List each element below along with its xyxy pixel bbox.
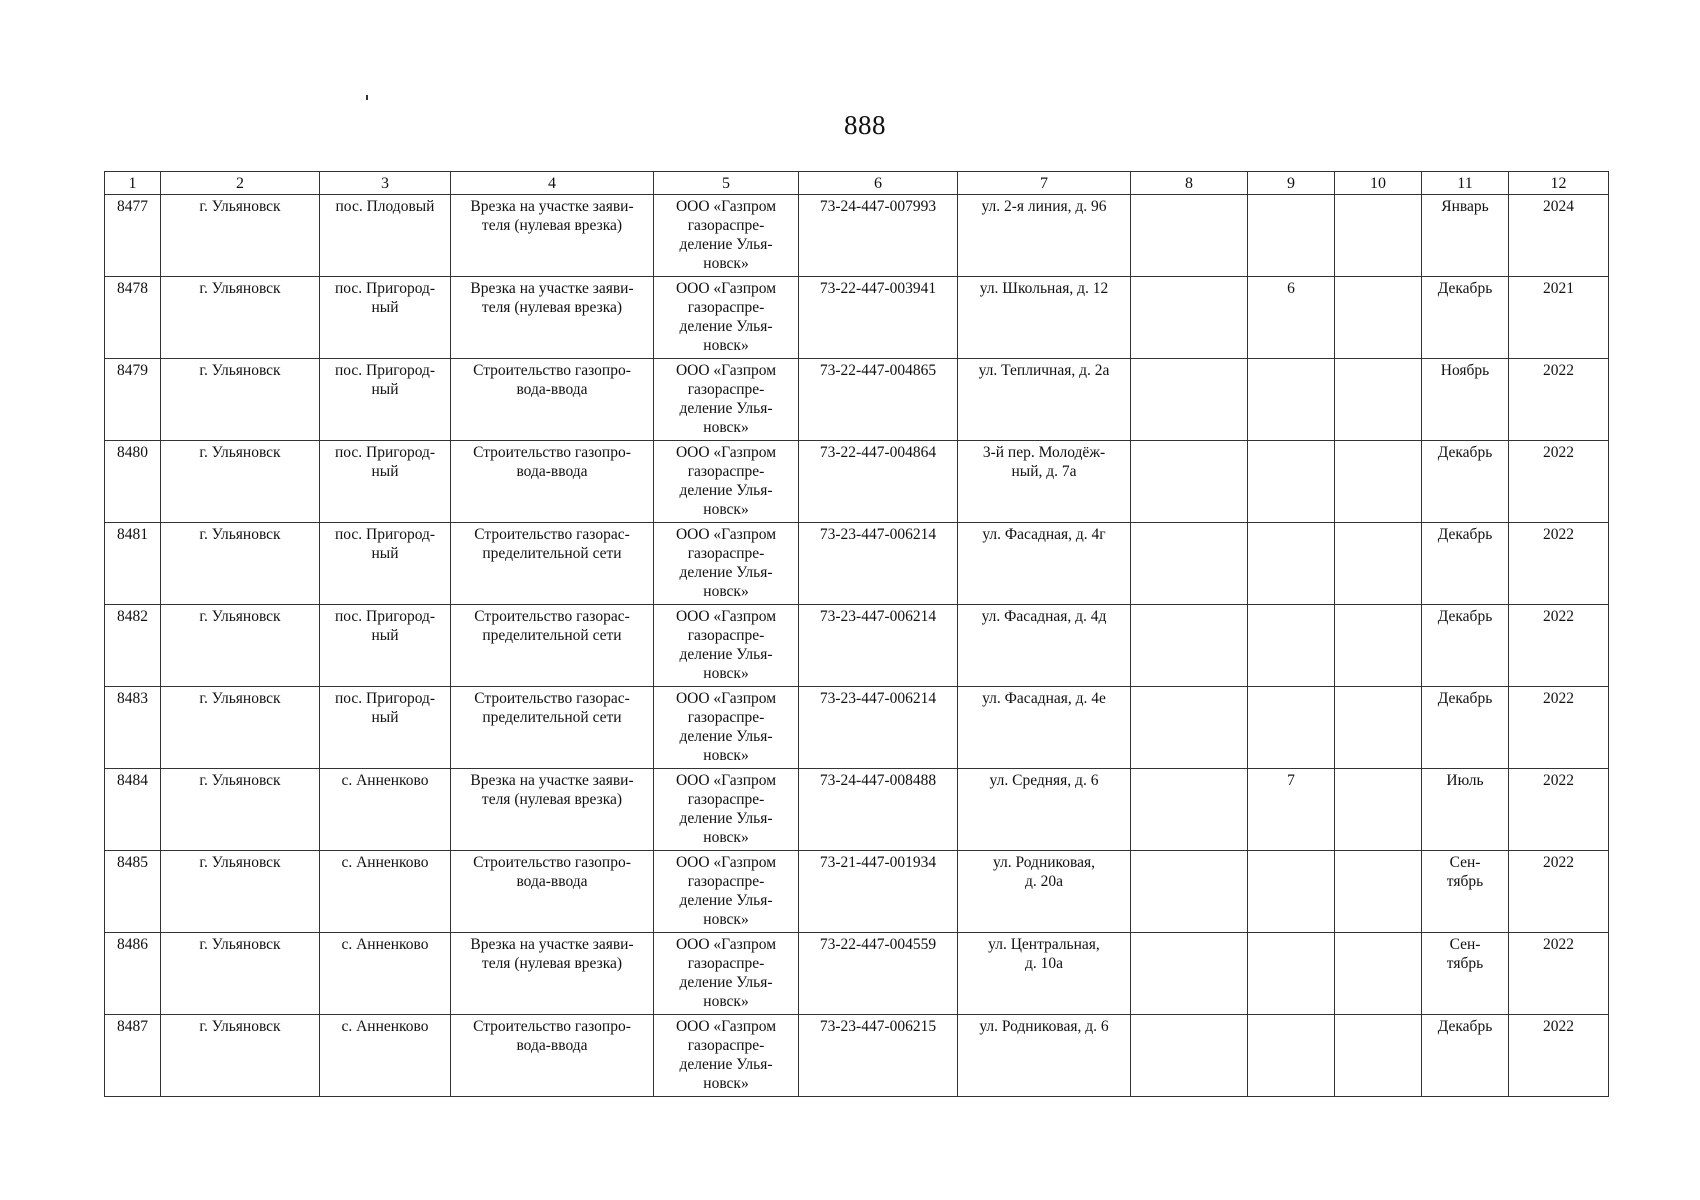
- address-cell: ул. Тепличная, д. 2а: [958, 359, 1131, 441]
- record-number-cell: 8483: [105, 687, 161, 769]
- month-cell: Декабрь: [1422, 523, 1509, 605]
- month-cell: Сен- тябрь: [1422, 933, 1509, 1015]
- work-type-cell: Строительство газорас- пределительной сети: [451, 605, 654, 687]
- month-cell: Январь: [1422, 195, 1509, 277]
- work-type-cell: Строительство газопро- вода-ввода: [451, 1015, 654, 1097]
- register-table: [104, 171, 1609, 1097]
- column-8-cell: [1131, 1015, 1248, 1097]
- application-number-cell: 73-24-447-007993: [799, 195, 958, 277]
- month-cell: Июль: [1422, 769, 1509, 851]
- organization-cell: ООО «Газпром газораспре- деление Улья- новск»: [654, 687, 799, 769]
- column-9-cell: [1248, 933, 1335, 1015]
- year-cell: 2022: [1509, 687, 1609, 769]
- table-row: [105, 1015, 1609, 1097]
- table-row: [105, 769, 1609, 851]
- table-row: [105, 523, 1609, 605]
- application-number-cell: 73-24-447-008488: [799, 769, 958, 851]
- month-cell: Декабрь: [1422, 605, 1509, 687]
- year-cell: 2022: [1509, 769, 1609, 851]
- settlement-cell: с. Анненково: [320, 851, 451, 933]
- city-cell: г. Ульяновск: [161, 933, 320, 1015]
- application-number-cell: 73-22-447-003941: [799, 277, 958, 359]
- column-9-cell: [1248, 851, 1335, 933]
- work-type-cell: Врезка на участке заяви- теля (нулевая врезка): [451, 195, 654, 277]
- work-type-cell: Врезка на участке заяви- теля (нулевая врезка): [451, 277, 654, 359]
- organization-cell: ООО «Газпром газораспре- деление Улья- новск»: [654, 933, 799, 1015]
- city-cell: г. Ульяновск: [161, 769, 320, 851]
- month-cell: Декабрь: [1422, 1015, 1509, 1097]
- city-cell: г. Ульяновск: [161, 1015, 320, 1097]
- year-cell: 2022: [1509, 523, 1609, 605]
- record-number-cell: 8485: [105, 851, 161, 933]
- work-type-cell: Строительство газопро- вода-ввода: [451, 851, 654, 933]
- column-8-cell: [1131, 195, 1248, 277]
- settlement-cell: пос. Пригород- ный: [320, 441, 451, 523]
- organization-cell: ООО «Газпром газораспре- деление Улья- новск»: [654, 441, 799, 523]
- column-8-cell: [1131, 359, 1248, 441]
- column-9-cell: [1248, 195, 1335, 277]
- month-cell: Ноябрь: [1422, 359, 1509, 441]
- column-9-cell: [1248, 687, 1335, 769]
- application-number-cell: 73-21-447-001934: [799, 851, 958, 933]
- organization-cell: ООО «Газпром газораспре- деление Улья- новск»: [654, 523, 799, 605]
- table-row: [105, 687, 1609, 769]
- address-cell: ул. Фасадная, д. 4е: [958, 687, 1131, 769]
- column-number: 10: [1335, 172, 1422, 195]
- year-cell: 2022: [1509, 851, 1609, 933]
- column-9-cell: [1248, 523, 1335, 605]
- address-cell: ул. Фасадная, д. 4д: [958, 605, 1131, 687]
- column-10-cell: [1335, 441, 1422, 523]
- address-cell: ул. Школьная, д. 12: [958, 277, 1131, 359]
- address-cell: ул. Средняя, д. 6: [958, 769, 1131, 851]
- settlement-cell: пос. Плодовый: [320, 195, 451, 277]
- column-number: 3: [320, 172, 451, 195]
- column-10-cell: [1335, 1015, 1422, 1097]
- column-number: 1: [105, 172, 161, 195]
- record-number-cell: 8484: [105, 769, 161, 851]
- record-number-cell: 8481: [105, 523, 161, 605]
- city-cell: г. Ульяновск: [161, 195, 320, 277]
- settlement-cell: пос. Пригород- ный: [320, 605, 451, 687]
- month-cell: Декабрь: [1422, 441, 1509, 523]
- column-number: 5: [654, 172, 799, 195]
- settlement-cell: пос. Пригород- ный: [320, 277, 451, 359]
- column-9-cell: [1248, 441, 1335, 523]
- city-cell: г. Ульяновск: [161, 687, 320, 769]
- column-8-cell: [1131, 933, 1248, 1015]
- column-number: 6: [799, 172, 958, 195]
- column-10-cell: [1335, 359, 1422, 441]
- table-row: [105, 851, 1609, 933]
- column-9-cell: [1248, 605, 1335, 687]
- work-type-cell: Врезка на участке заяви- теля (нулевая врезка): [451, 769, 654, 851]
- column-number: 12: [1509, 172, 1609, 195]
- city-cell: г. Ульяновск: [161, 277, 320, 359]
- column-10-cell: [1335, 851, 1422, 933]
- column-9-cell: [1248, 1015, 1335, 1097]
- column-8-cell: [1131, 851, 1248, 933]
- city-cell: г. Ульяновск: [161, 523, 320, 605]
- column-8-cell: [1131, 277, 1248, 359]
- settlement-cell: пос. Пригород- ный: [320, 687, 451, 769]
- record-number-cell: 8482: [105, 605, 161, 687]
- column-9-cell: 6: [1248, 277, 1335, 359]
- organization-cell: ООО «Газпром газораспре- деление Улья- новск»: [654, 605, 799, 687]
- column-10-cell: [1335, 195, 1422, 277]
- year-cell: 2022: [1509, 605, 1609, 687]
- year-cell: 2022: [1509, 933, 1609, 1015]
- work-type-cell: Строительство газорас- пределительной сети: [451, 523, 654, 605]
- column-10-cell: [1335, 277, 1422, 359]
- settlement-cell: пос. Пригород- ный: [320, 523, 451, 605]
- address-cell: ул. 2-я линия, д. 96: [958, 195, 1131, 277]
- table-body: [105, 195, 1609, 1097]
- work-type-cell: Строительство газопро- вода-ввода: [451, 441, 654, 523]
- address-cell: ул. Родниковая, д. 20а: [958, 851, 1131, 933]
- organization-cell: ООО «Газпром газораспре- деление Улья- новск»: [654, 359, 799, 441]
- application-number-cell: 73-22-447-004865: [799, 359, 958, 441]
- table-row: [105, 195, 1609, 277]
- settlement-cell: с. Анненково: [320, 933, 451, 1015]
- column-8-cell: [1131, 523, 1248, 605]
- city-cell: г. Ульяновск: [161, 851, 320, 933]
- organization-cell: ООО «Газпром газораспре- деление Улья- новск»: [654, 1015, 799, 1097]
- city-cell: г. Ульяновск: [161, 359, 320, 441]
- work-type-cell: Строительство газорас- пределительной сети: [451, 687, 654, 769]
- table-row: [105, 359, 1609, 441]
- column-8-cell: [1131, 605, 1248, 687]
- address-cell: ул. Родниковая, д. 6: [958, 1015, 1131, 1097]
- column-9-cell: [1248, 359, 1335, 441]
- application-number-cell: 73-23-447-006214: [799, 523, 958, 605]
- page-number: 888: [844, 110, 886, 140]
- application-number-cell: 73-22-447-004559: [799, 933, 958, 1015]
- organization-cell: ООО «Газпром газораспре- деление Улья- новск»: [654, 277, 799, 359]
- column-number: 9: [1248, 172, 1335, 195]
- column-number-row: [105, 172, 1609, 195]
- year-cell: 2022: [1509, 1015, 1609, 1097]
- column-10-cell: [1335, 769, 1422, 851]
- month-cell: Декабрь: [1422, 277, 1509, 359]
- organization-cell: ООО «Газпром газораспре- деление Улья- новск»: [654, 769, 799, 851]
- record-number-cell: 8477: [105, 195, 161, 277]
- table-row: [105, 277, 1609, 359]
- month-cell: Сен- тябрь: [1422, 851, 1509, 933]
- column-10-cell: [1335, 933, 1422, 1015]
- column-number: 8: [1131, 172, 1248, 195]
- work-type-cell: Строительство газопро- вода-ввода: [451, 359, 654, 441]
- record-number-cell: 8479: [105, 359, 161, 441]
- application-number-cell: 73-23-447-006214: [799, 605, 958, 687]
- column-number: 2: [161, 172, 320, 195]
- city-cell: г. Ульяновск: [161, 605, 320, 687]
- record-number-cell: 8478: [105, 277, 161, 359]
- month-cell: Декабрь: [1422, 687, 1509, 769]
- column-number: 7: [958, 172, 1131, 195]
- record-number-cell: 8487: [105, 1015, 161, 1097]
- application-number-cell: 73-22-447-004864: [799, 441, 958, 523]
- column-10-cell: [1335, 687, 1422, 769]
- city-cell: г. Ульяновск: [161, 441, 320, 523]
- column-8-cell: [1131, 687, 1248, 769]
- column-8-cell: [1131, 441, 1248, 523]
- settlement-cell: пос. Пригород- ный: [320, 359, 451, 441]
- table-row: [105, 441, 1609, 523]
- year-cell: 2022: [1509, 441, 1609, 523]
- column-9-cell: 7: [1248, 769, 1335, 851]
- application-number-cell: 73-23-447-006215: [799, 1015, 958, 1097]
- year-cell: 2022: [1509, 359, 1609, 441]
- scan-mark: [366, 95, 368, 100]
- address-cell: ул. Центральная, д. 10а: [958, 933, 1131, 1015]
- address-cell: 3-й пер. Молодёж- ный, д. 7а: [958, 441, 1131, 523]
- year-cell: 2024: [1509, 195, 1609, 277]
- table-row: [105, 605, 1609, 687]
- settlement-cell: с. Анненково: [320, 1015, 451, 1097]
- settlement-cell: с. Анненково: [320, 769, 451, 851]
- year-cell: 2021: [1509, 277, 1609, 359]
- column-8-cell: [1131, 769, 1248, 851]
- organization-cell: ООО «Газпром газораспре- деление Улья- новск»: [654, 851, 799, 933]
- record-number-cell: 8486: [105, 933, 161, 1015]
- record-number-cell: 8480: [105, 441, 161, 523]
- table-row: [105, 933, 1609, 1015]
- column-10-cell: [1335, 523, 1422, 605]
- organization-cell: ООО «Газпром газораспре- деление Улья- новск»: [654, 195, 799, 277]
- address-cell: ул. Фасадная, д. 4г: [958, 523, 1131, 605]
- application-number-cell: 73-23-447-006214: [799, 687, 958, 769]
- column-number: 11: [1422, 172, 1509, 195]
- column-number: 4: [451, 172, 654, 195]
- column-10-cell: [1335, 605, 1422, 687]
- work-type-cell: Врезка на участке заяви- теля (нулевая врезка): [451, 933, 654, 1015]
